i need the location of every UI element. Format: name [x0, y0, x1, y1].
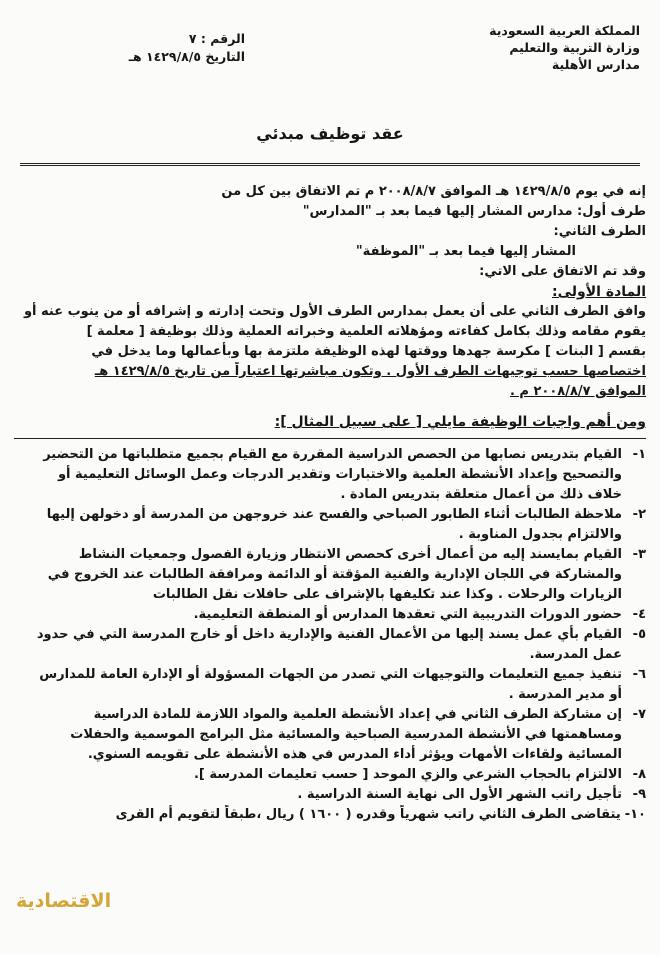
intro-line-3: الطرف الثاني:: [553, 224, 646, 239]
duty-number: ٥-: [632, 627, 646, 642]
duty-text: [14, 705, 622, 765]
document-title: عقد توظيف مبدئي: [256, 124, 404, 143]
duty-number: ٩-: [632, 787, 646, 802]
duty-item: [14, 705, 646, 765]
duty-text: [14, 505, 622, 545]
duty-text: [14, 605, 622, 625]
duty-line: والتصحيح وإعداد الأنشطة العلمية والاختبارات وتقدير الدرجات وعمل الوسائل التعليمية أو: [57, 467, 622, 482]
article-1-line: بقسم [ البنات ] مكرسة جهدها ووقتها لهذه الوظيفة ملتزمة بها وبأعمالها وما يدخل في: [91, 344, 646, 359]
org-line-3: مدارس الأهلية: [551, 57, 640, 72]
duty-line: خلاف ذلك من أعمال متعلقة بتدريس المادة .: [340, 487, 622, 502]
duties-list: [14, 445, 646, 825]
duty-line: تنفيذ جميع التعليمات والتوجيهات التي تصدر من الجهات المسؤولة أو الإدارة العامة للمدارس: [39, 667, 622, 682]
duty-line: عمل المدرسة.: [529, 647, 622, 662]
reference-number: الرقم : ٧: [188, 31, 245, 46]
duty-text: [14, 785, 622, 805]
org-line-2: وزارة التربية والتعليم: [509, 40, 640, 55]
duty-line: الزيارات والرحلات . وكذا عند تكليفها بالإشراف على حافلات نقل الطالبات: [152, 587, 622, 602]
duty-number: ٤-: [632, 607, 646, 622]
intro-line-5: وقد تم الاتفاق على الاتي:: [479, 264, 646, 279]
duty-line: يتقاضى الطرف الثاني راتب شهرياً وقدره ( ١٦٠٠ ) ريال ،طبقاً لتقويم أم القرى: [115, 807, 621, 822]
duty-number: ٦-: [632, 667, 646, 682]
duty-line: تأجيل راتب الشهر الأول الى نهاية السنة الدراسية .: [297, 787, 622, 802]
duty-text: [14, 765, 622, 785]
duty-number: ٣-: [632, 547, 646, 562]
duty-number: ٧-: [632, 707, 646, 722]
duty-item: [14, 545, 646, 605]
duty-number: ٢-: [632, 507, 646, 522]
duty-line: ملاحظة الطالبات أثناء الطابور الصباحي والفسح عند خروجهن من المدرسة أو دخولهن إليها: [46, 507, 622, 522]
duty-line: المسائية ولقاءات الأمهات ويؤثر أداء المدرس في هذه الأنشطة على تقويمه السنوي.: [87, 747, 622, 762]
contract-body: [14, 182, 646, 825]
reference-header: [25, 30, 245, 66]
duty-line: والمشاركة في اللجان الإدارية والفنية المؤقتة أو الدائمة ومرافقة الطالبات عند الخروج في: [47, 567, 622, 582]
duty-text: [14, 545, 622, 605]
article-1-line: يقوم مقامه وذلك بكامل كفاءته ومؤهلاته العلمية وخبراته العملية وذلك بوظيفة [ معلمة ]: [86, 324, 646, 339]
duty-text: [14, 665, 622, 705]
article-1-line: وافق الطرف الثاني على أن يعمل بمدارس الطرف الأول وتحت إدارته و إشرافه أو من ينوب عنه أو: [23, 304, 646, 319]
duties-divider: [14, 438, 646, 439]
duty-line: القيام بمايسند إليه من أعمال أخرى كحصص الانتظار وزيارة الفصول وجمعيات النشاط: [78, 547, 622, 562]
duties-heading: ومن أهم واجبات الوظيفة مايلي [ على سبيل المثال ]:: [274, 414, 646, 430]
article-1-line: الموافق ٢٠٠٨/٨/٧ م .: [509, 384, 646, 399]
duty-number: ٨-: [632, 767, 646, 782]
duty-line: القيام بأي عمل يسند إليها من الأعمال الفنية والإدارية داخل أو خارج المدرسة التي في حدود: [36, 627, 622, 642]
duty-text: [14, 805, 621, 825]
intro-line-4: المشار إليها فيما بعد بـ "الموظفة": [355, 244, 576, 259]
duty-number: ١-: [632, 447, 646, 462]
duty-item: [14, 805, 646, 825]
org-line-1: المملكة العربية السعودية: [489, 23, 640, 38]
organization-header: [440, 22, 640, 73]
duty-item: [14, 605, 646, 625]
duty-line: القيام بتدريس نصابها من الحصص الدراسية المقررة مع القيام بجميع متطلباتها من التحضير: [43, 447, 622, 462]
duty-line: ومساهمتها في الأنشطة المدرسية الصباحية والمسائية مثل البرامج الموسمية والحفلات: [70, 727, 622, 742]
intro-line-2: طرف أول: مدارس المشار إليها فيما بعد بـ "المدارس": [302, 204, 646, 219]
duty-line: حضور الدورات التدريبية التي تعقدها المدارس أو المنطقة التعليمية.: [193, 607, 622, 622]
duty-text: [14, 445, 622, 505]
duty-item: [14, 765, 646, 785]
newspaper-watermark: الاقتصادية: [16, 890, 112, 912]
duty-item: [14, 785, 646, 805]
duty-item: [14, 505, 646, 545]
title-divider: [20, 163, 640, 166]
reference-date: التاريخ ١٤٢٩/٨/٥ هـ: [128, 49, 245, 64]
duty-text: [14, 625, 622, 665]
duty-line: إن مشاركة الطرف الثاني في إعداد الأنشطة العلمية والمواد اللازمة للمادة الدراسية: [93, 707, 622, 722]
duty-line: الالتزام بالحجاب الشرعي والزي الموحد [ حسب تعليمات المدرسة ].: [193, 767, 622, 782]
duty-number: ١٠-: [624, 807, 646, 822]
duty-line: والالتزام بجدول المناوبة .: [458, 527, 622, 542]
intro-line-1: إنه في يوم ١٤٢٩/٨/٥ هـ الموافق ٢٠٠٨/٨/٧ م تم الاتفاق بين كل من: [221, 184, 646, 199]
duty-line: أو مدير المدرسة .: [508, 687, 622, 702]
duty-item: [14, 665, 646, 705]
duty-item: [14, 625, 646, 665]
duty-item: [14, 445, 646, 505]
article-1-line: اختصاصها حسب توجيهات الطرف الأول . وتكون مباشرتها اعتباراً من تاريخ ١٤٢٩/٨/٥ هـ: [94, 364, 646, 379]
article-1-heading: المادة الأولى:: [552, 284, 646, 300]
